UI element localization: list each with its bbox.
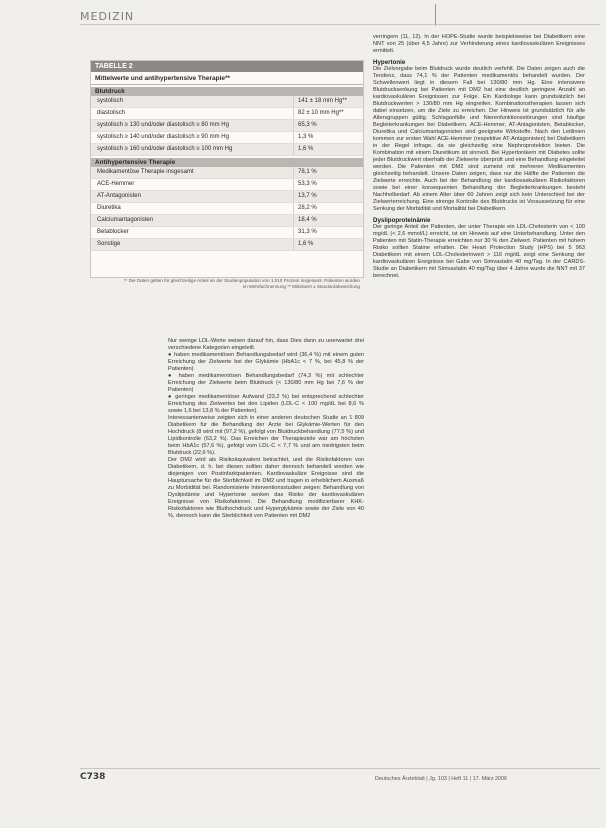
paragraph: Der DM2 wird als Risikoäquivalent betrachtet, und die Risikofaktoren von Diabetikern, d. h. bei diesen sollten daher dennoch behandelt werden wie diejenigen von Postinfarktpatienten. Kardiovaskuläre Ereignisse sind die Hauptursache für die Sterblichkeit im DM2 und tragen in erheblichem Ausmaß zu Morbidität bei. Randomisierte Interventionsstudien zeigen: Behandlung von Dyslipidämie und Hypertonie senken das Risiko der kardiovaskulären Ereignisse von Risikofaktoren. Die Behandlung modifizierbarer KHK-Risikofaktoren wie Bluthochdruck und Hyperglykämie sowie der Ziele von 40 %, dennoch kann die Sterblichkeit von Patienten mit DM2 (168, 457, 364, 519)
table-footnote: ** Die Daten gelten für gleichzeitige Anteil an der Studienpopulation von 1.010 Prozent insgesamt. Patienten wurden im Mehrfachnennung ** Mittelwert ± Standardabweichung (123, 278, 360, 289)
row-value: 18,4 % (293, 215, 358, 226)
table-row (91, 179, 363, 191)
table-body-2 (91, 167, 363, 251)
table-section-therapy: Antihypertensive Therapie (91, 158, 363, 167)
table-row (91, 120, 363, 132)
row-value: 1,3 % (293, 132, 358, 143)
table-row (91, 167, 363, 179)
table-row (91, 132, 363, 144)
paragraph: Die Zielvorgabe beim Blutdruck wurde deutlich verfehlt. Die Daten zeigen auch die Tendenz, dass 74,1 % der Patienten medikamentös behandelt wurden. Der Schwellenwert liegt in diesem Fall bei 130/80 mm Hg. Eine intensivere Blutdrucksenkung bei Patienten mit DM2 hat eine deutlich geringere Anzahl an kardiovaskulären Ereignissen zur Folge. Ein Kardiologe kann grundsätzlich bei Blutdruckwerten > 130/80 mm Hg eingreifen. Kombinationstherapien lassen sich dabei einsetzen, um die Ziele zu erreichen. Der Hinweis ist grundsätzlich für alle Altersgruppen gültig. Schlaganfälle und Nierenfunktionsstörungen sind häufige Begleiterkrankungen bei Diabetikern. ACE-Hemmer, AT-Antagonisten, Betablocker, Diuretika und Calciumantagonisten sind geeignete Wirkstoffe. Nach den Leitlinien kommen zur ersten Wahl ACE-Hemmer (respektive AT-Antagonisten) bei Diabetikern in der Regel infrage, da sie gleichzeitig eine Nephroprotektion bieten. Die Kombination mit einem Diuretikum ist sinnvoll. Bei Hypertonikern mit Diabetes sollte jeder Blutdruckwert oberhalb der Zielwerte überprüft und eine Behandlung eingeleitet werden. Die Patienten mit DM2 sind zumeist mit mehreren Medikamenten gleichzeitig behandelt. Unsere Daten zeigen, dass nur die Hälfte der Patienten die Zielwerte erreichte. Auch bei der Behandlung der kardiovaskulären Risikofaktoren sowie bei einer konsequenten Behandlung der Begleiterkrankungen besteht Nachholbedarf. Ab einem Alter über 60 Jahren zeigt sich kein Unterschied bei der Zielwerterreichung. Eine strenge Kontrolle des Blutdrucks ist Voraussetzung für eine Senkung der Morbidität und Mortalität bei Diabetikern. (373, 66, 585, 212)
subheading-hypertonie: Hypertonie (373, 59, 406, 66)
table-row (91, 239, 363, 251)
row-value: 78,1 % (293, 167, 358, 178)
row-label: Medikamentöse Therapie insgesamt (97, 169, 194, 175)
footer-rule (80, 768, 600, 769)
row-label: Calciumantagonisten (97, 217, 154, 223)
left-text-column (168, 338, 364, 520)
row-value: 28,2 % (293, 203, 358, 214)
row-label: Betablocker (97, 229, 129, 235)
row-label: Diuretika (97, 205, 121, 211)
row-value: 1,6 % (293, 239, 358, 250)
row-label: diastolisch (97, 110, 126, 116)
row-value: 13,7 % (293, 191, 358, 202)
row-value: 82 ± 10 mm Hg** (293, 108, 358, 119)
header-section: MEDIZIN (80, 10, 135, 23)
row-label: Sonstige (97, 241, 121, 247)
subheading-dyslipoproteinaemie: Dyslipoproteinämie (373, 217, 431, 224)
table-title: Mittelwerte und antihypertensive Therapie** (91, 72, 363, 85)
bullet-item: ● haben medikamentösen Behandlungsbedarf wird (36,4 %) mit einem guten Erreichung der Zielwerte bei der Glykämie (HbA1c < 7 %, bei 45,8 % der Patienten) (168, 352, 364, 372)
row-label: systolisch (97, 98, 124, 104)
table-row (91, 191, 363, 203)
row-label: AT-Antagonisten (97, 193, 141, 199)
paragraph: Interessanterweise zeigten sich in einer anderen deutschen Studie an 1 809 Diabetikern für die Behandlung der Arzte bei Glykämie-Werten für den Hochdruck (8 wird mit (97,2 %), gefolgt von Blutdruckbehandlung (77,5 %) und Lipidkontrolle (63,2 %). Das Erreichen der Therapieziele war am höchsten beim HbA1c (57,6 %), gefolgt vom LDL-C < 7,7 % und am niedrigsten beim Blutdruck (22,6 %). (168, 415, 364, 456)
row-label: systolisch ≥ 160 und/oder diastolisch ≥ 100 mm Hg (97, 146, 233, 152)
journal-citation: Deutsches Ärzteblatt | Jg. 103 | Heft 11 | 17. März 2006 (375, 776, 508, 782)
row-value: 31,3 % (293, 227, 358, 238)
header-rule (80, 24, 600, 25)
table-row (91, 215, 363, 227)
right-text-column (373, 34, 585, 280)
table-label: TABELLE 2 (91, 61, 363, 72)
bullet-item: ● haben medikamentösen Behandlungsbedarf (74,3 %) mit schlechter Erreichung der Zielwerte beim Blutdruck (< 130/80 mm Hg bei 7,6 % der Patienten) (168, 373, 364, 393)
header-tick (435, 4, 436, 26)
paragraph: Nur wenige LDL-Werte weisen darauf hin, dass Dies dann zu unerwartet drei verschiedene Kategorien eingeteilt. (168, 338, 364, 351)
row-label: systolisch ≥ 140 und/oder diastolisch ≥ 90 mm Hg (97, 134, 229, 140)
table-row (91, 96, 363, 108)
row-label: systolisch ≥ 130 und/oder diastolisch ≥ 80 mm Hg (97, 122, 229, 128)
row-value: 1,6 % (293, 144, 358, 155)
table-row (91, 227, 363, 239)
row-label: ACE-Hemmer (97, 181, 135, 187)
table-body-1 (91, 96, 363, 156)
row-value: 141 ± 18 mm Hg** (293, 96, 358, 107)
paragraph: verringern (11, 12). In der HOPE-Studie wurde beispielsweise bei Diabetikern eine NNT von 25 (über 4,5 Jahre) zur Verhinderung eines kardiovaskulären Ereignisses ermittelt. (373, 34, 585, 54)
data-table (90, 60, 364, 278)
table-row (91, 144, 363, 156)
paragraph: Der geringe Anteil der Patienten, der unter Therapie ein LDL-Cholesterin von < 100 mg/dL (< 2,6 mmol/L) erreicht, ist ein Hinweis auf eine Unterbehandlung. Unter den Patienten mit Statin-Therapie erreichten nur 30 % den Zielwert. Patienten mit hohem Risiko sollten Statine erhalten. Die Heart Protection Study (HPS) bei 5 963 Diabetikern mit einem LDL-Cholesterinwert > 116 mg/dL zeigt eine Senkung der kardiovaskulären Ereignisse bei Gabe von Simvastatin 40 mg/Tag. In der CARDS-Studie an Diabetikern mit Simvastatin 40 mg/Tag über 4 Jahre wurde die NNT mit 37 berechnet. (373, 224, 585, 279)
bullet-item: ● geringer medikamentöser Aufwand (23,2 %) bei entsprechend schlechter Erreichung des Zielwertes bei den Lipiden (LDL-C < 100 mg/dL bei 8,6 % sowie 1,6 bei 13,8 % der Patienten). (168, 394, 364, 414)
table-section-bloodpressure: Blutdruck (91, 87, 363, 96)
row-value: 53,3 % (293, 179, 358, 190)
table-row (91, 108, 363, 120)
row-value: 65,3 % (293, 120, 358, 131)
page-number: C738 (80, 772, 106, 782)
table-row (91, 203, 363, 215)
